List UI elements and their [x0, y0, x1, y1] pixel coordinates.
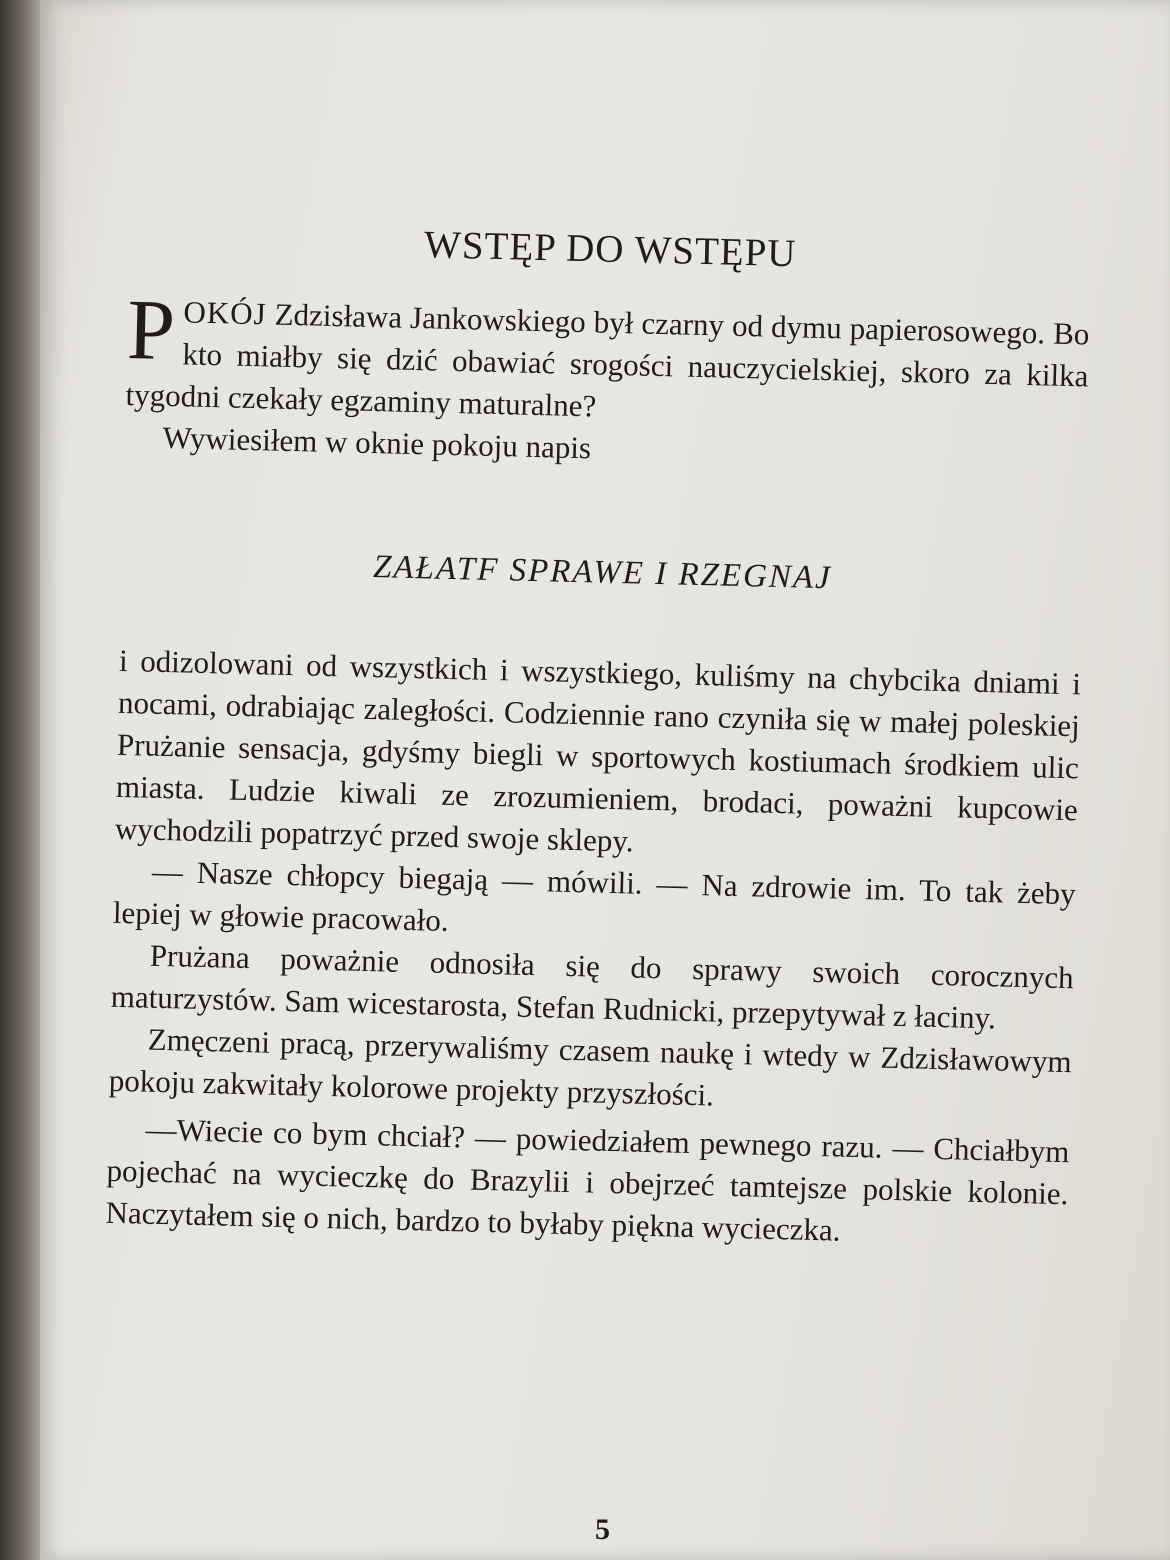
paragraph-sign-intro: Wywiesiłem w oknie pokoju napis [162, 419, 592, 466]
opening-text: Zdzisława Jankowskiego był czarny od dymu papierosowego. Bo kto miałby się dzić obawiać srogości nauczycielskiej, skoro za kilka tygodni czekały egzaminy maturalne? [125, 296, 1090, 424]
drop-cap: P [126, 280, 177, 379]
paragraph-dialogue-merchants: — Nasze chłopcy biegają — mówili. — Na zdrowie im. To tak żeby lepiej w głowie pracowało. [112, 853, 1077, 938]
paragraph-running: i odizolowani od wszystkich i wszystkiego, kuliśmy na chybcika dniami i nocami, odrabiając zaległości. Codziennie rano czyniła się w małej poleskiej Prużanie sensacja, gdyśmy biegli w sportowych kostiumach środkiem ulic miasta. Ludzie kiwali ze zrozumieniem, brodaci, poważni kupcowie wychodzili popatrzyć przed swoje sklepy. [114, 642, 1082, 859]
sign-text: ZAŁATF SPRAWE I RZEGNAJ [372, 549, 833, 597]
paragraph-pruzana: Prużana poważnie odnosiła się do sprawy swoich corocznych maturzystów. Sam wicestarosta, Stefan Rudnicki, przepytywał z łaciny. [110, 937, 1075, 1036]
paragraph-projects: Zmęczeni pracą, przerywaliśmy czasem naukę i wtedy w Zdzisławowym pokoju zakwitały kolorowe projekty przyszłości. [108, 1021, 1073, 1113]
page-number: 5 [595, 1513, 610, 1546]
paragraph-brazil: —Wiecie co bym chciał? — powiedziałem pewnego razu. — Chciałbym pojechać na wycieczkę do Brazylii i obejrzeć tamtejsze polskie kolonie. Naczytałem się o nich, bardzo to byłaby piękna wycieczka. [105, 1111, 1070, 1248]
paragraph-opening [125, 280, 1090, 439]
page-content [105, 215, 1092, 1257]
book-page [40, 0, 1170, 1560]
chapter-title: WSTĘP DO WSTĘPU [423, 223, 798, 276]
book-gutter [0, 0, 40, 1560]
opening-caps: OKÓJ [183, 294, 268, 332]
